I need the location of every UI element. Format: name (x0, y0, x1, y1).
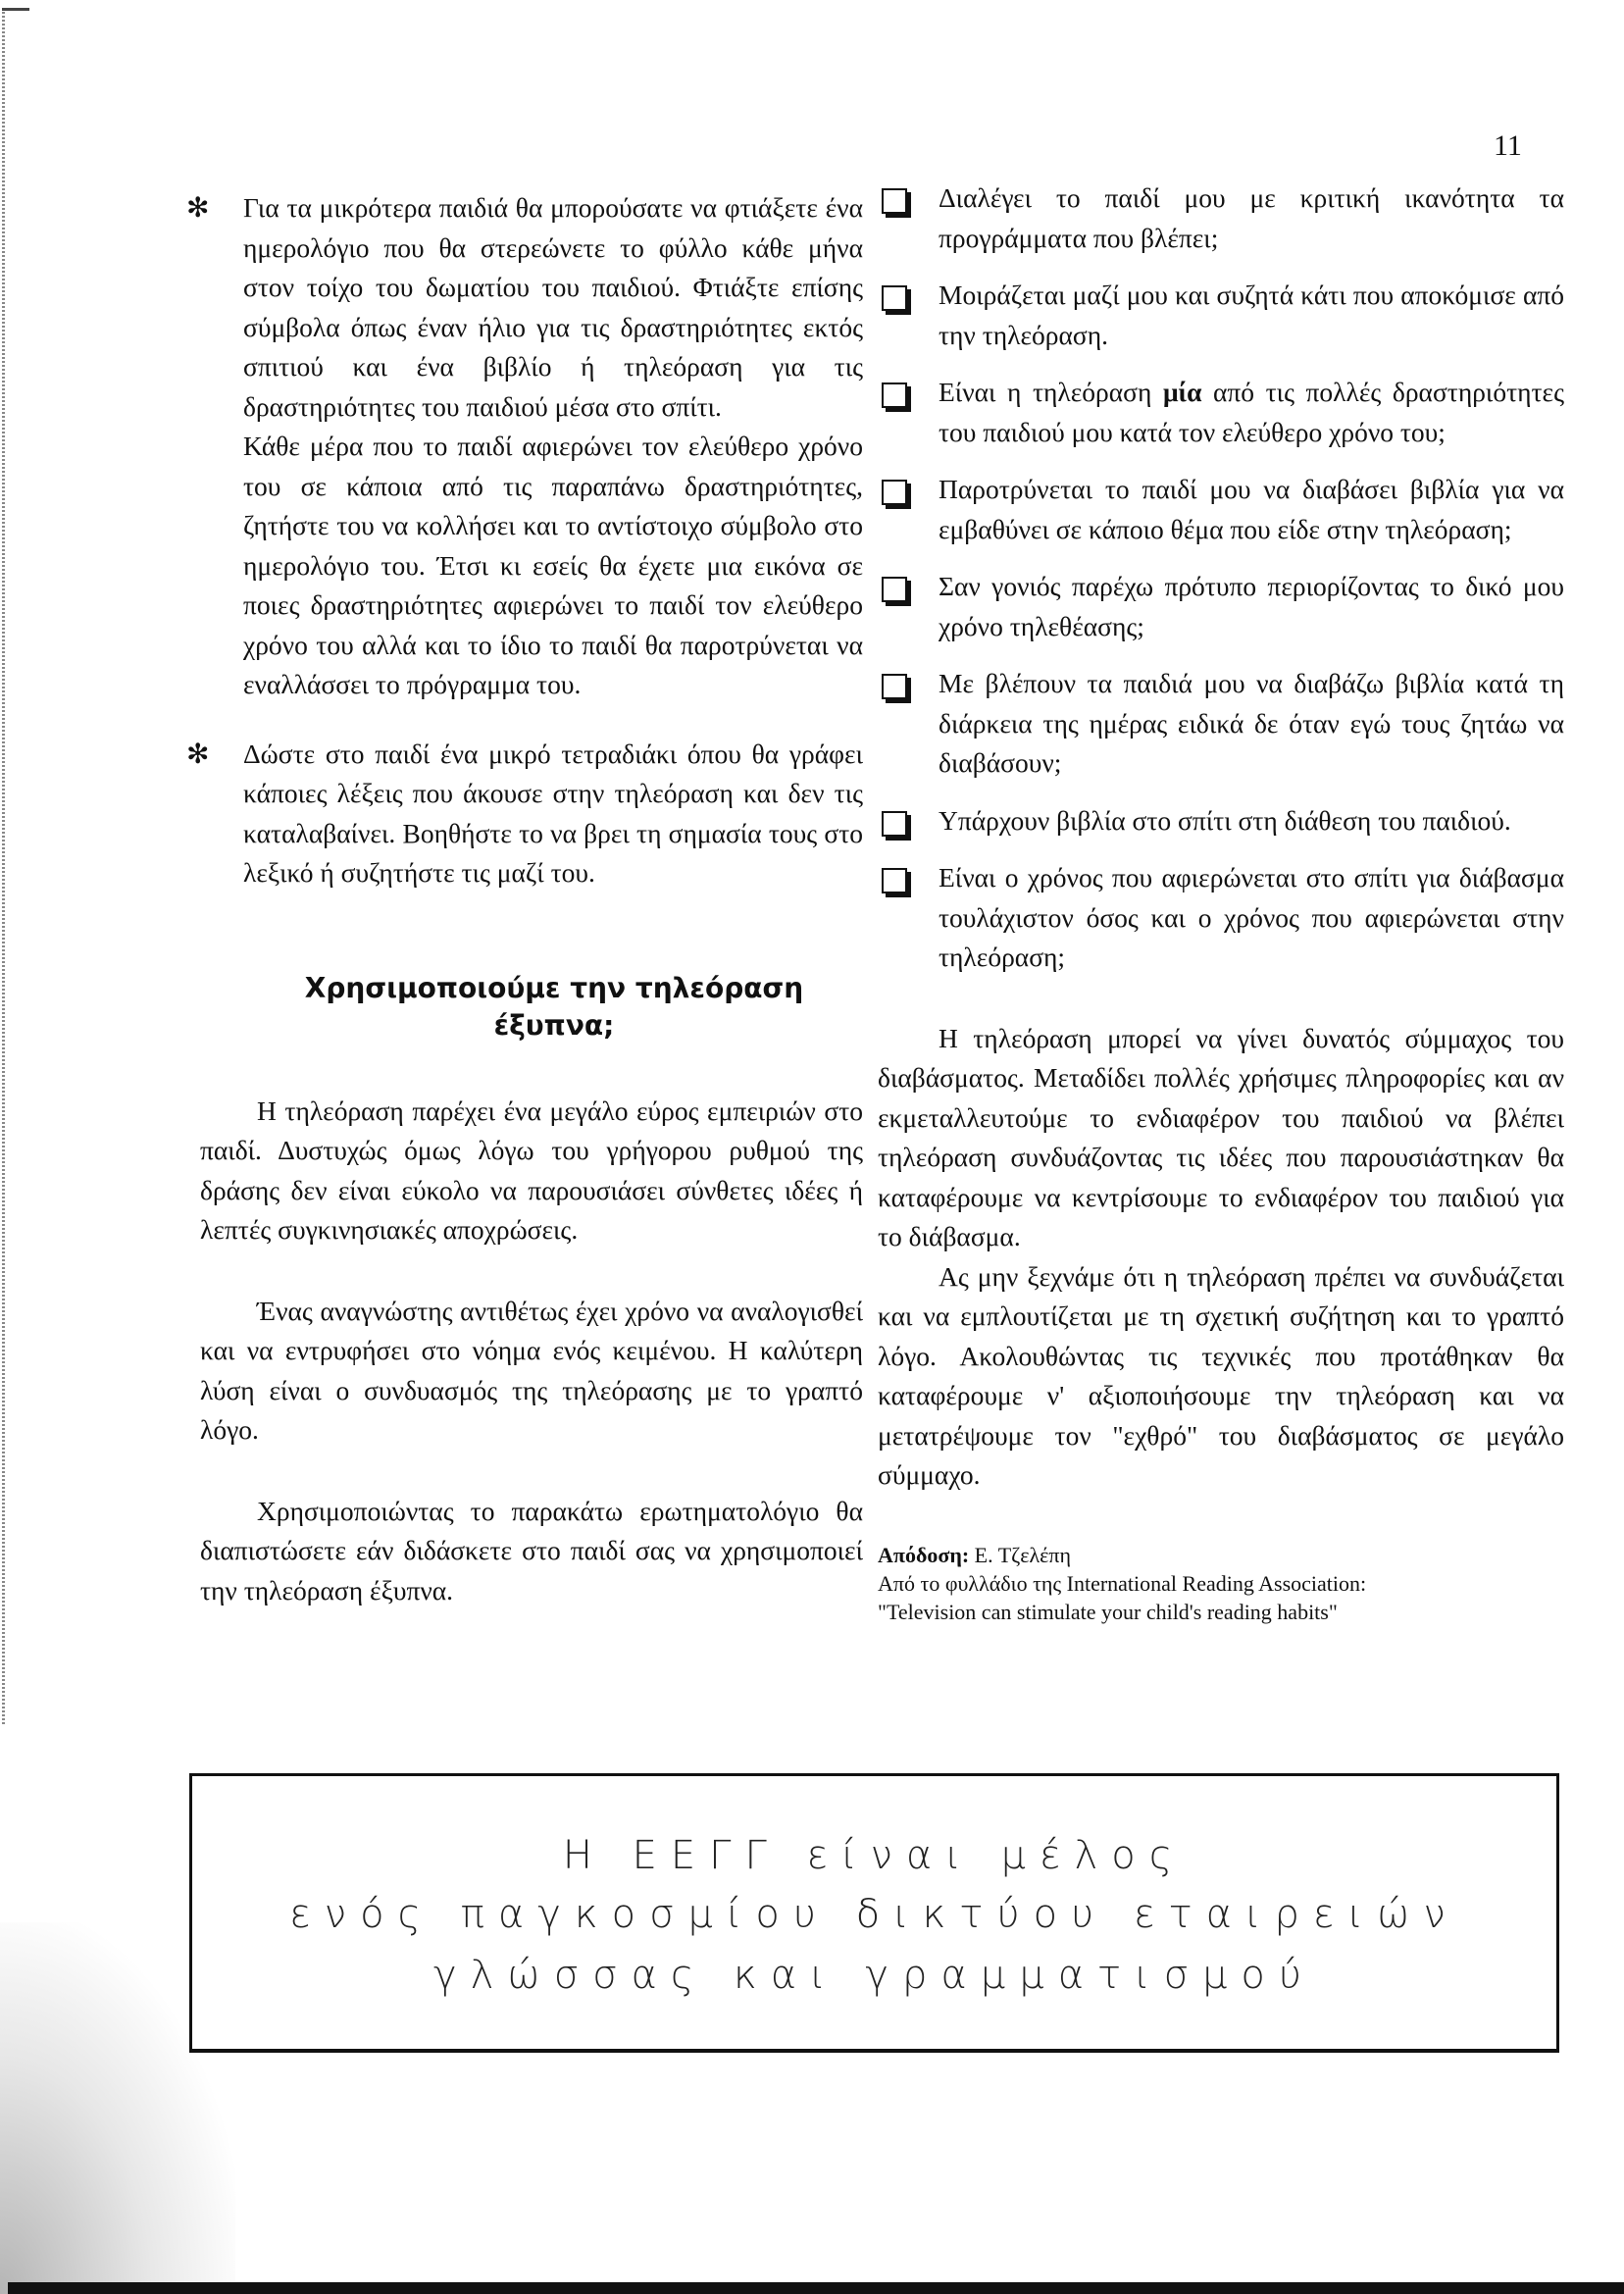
checkbox-icon[interactable] (882, 811, 907, 837)
page-number: 11 (1494, 129, 1522, 162)
checklist-item (878, 664, 1564, 784)
checklist-item (878, 801, 1564, 841)
checklist-text: Παροτρύνεται το παιδί μου να διαβάσει βιβλία για να εμβαθύνει σε κάποιο θέμα που είδε στην τηλεόραση; (939, 474, 1564, 544)
scan-edge (2, 8, 5, 1724)
checklist-item (878, 276, 1564, 355)
checkbox-icon[interactable] (882, 674, 907, 699)
scan-corner (2, 8, 29, 11)
checkbox-icon[interactable] (882, 382, 907, 408)
checklist-item (878, 373, 1564, 452)
body-paragraph: Η τηλεόραση μπορεί να γίνει δυνατός σύμμαχος του διαβάσματος. Μεταδίδει πολλές χρήσιμες πληροφορίες και αν εκμεταλλευτούμε το ενδιαφέρον του παιδιού να βλέπει τηλεόραση συνδυάζοντας τις ιδέες που παρουσιάστηκαν θα καταφέρουμε να κεντρίσουμε το ενδιαφέρον του παιδιού για το διάβασμα. (878, 1022, 1564, 1251)
credits-colon: : (961, 1542, 970, 1567)
checklist-text: Διαλέγει το παιδί μου με κριτική ικανότητα τα προγράμματα που βλέπει; (939, 182, 1564, 253)
scan-bottom-edge (8, 2282, 1624, 2294)
checkbox-icon[interactable] (882, 480, 907, 505)
tip-notebook (186, 735, 863, 893)
checklist-text: Υπάρχουν βιβλία στο σπίτι στη διάθεση του παιδιού. (939, 804, 1511, 836)
tip-calendar (186, 188, 863, 705)
body-paragraph: Χρησιμοποιώντας το παρακάτω ερωτηματολόγιο θα διαπιστώσετε εάν διδάσκετε στο παιδί σας να χρησιμοποιεί την τηλεόραση έξυπνα. (200, 1495, 863, 1606)
tip-paragraph: Κάθε μέρα που το παιδί αφιερώνει τον ελεύθερο χρόνο του σε κάποια από τις παραπάνω δραστηριότητες, ζητήστε του να κολλήσει και το αντίστοιχο σύμβολο στο ημερολόγιο του. Έτσι κι εσείς θα έχετε μια εικόνα σε ποιες δραστηριότητες αφιερώνει το παιδί τον ελεύθερο χρόνο του αλλά και το ίδιο το παιδί θα παροτρύνεται να εναλλάσσει το πρόγραμμα του. (243, 431, 863, 699)
section-title-line1: Χρησιμοποιούμε την τηλεόραση (304, 971, 804, 1004)
checkbox-icon[interactable] (882, 577, 907, 602)
credits (878, 1541, 1564, 1626)
section-title (186, 970, 863, 1045)
credits-label: Απόδοση (878, 1542, 962, 1567)
checklist-item (878, 858, 1564, 978)
credits-author: Ε. Τζελέπη (974, 1542, 1072, 1567)
checkbox-icon[interactable] (882, 868, 907, 893)
body-paragraph: Η τηλεόραση παρέχει ένα μεγάλο εύρος εμπειριών στο παιδί. Δυστυχώς όμως λόγω του γρήγορου ρυθμού της δράσης δεν είναι εύκολο να παρουσιάσει σύνθετες ιδέες ή λεπτές συγκινησιακές αποχρώσεις. (200, 1095, 863, 1245)
checklist-text: Μοιράζεται μαζί μου και συζητά κάτι που αποκόμισε από την τηλεόραση. (939, 280, 1564, 350)
checklist-item (878, 567, 1564, 646)
section-title-line2: έξυπνα; (493, 1008, 615, 1042)
body-paragraph: Ένας αναγνώστης αντιθέτως έχει χρόνο να αναλογισθεί και να εντρυφήσει στο νόημα ενός κειμένου. Η καλύτερη λύση είναι ο συνδυασμός της τηλεόρασης με το γραπτό λόγο. (200, 1295, 863, 1445)
banner-line-2: ενός παγκοσμίου δικτύου εταιρειών (289, 1892, 1459, 1937)
checklist-item (878, 470, 1564, 549)
checklist-item (878, 178, 1564, 258)
body-paragraph: Ας μην ξεχνάμε ότι η τηλεόραση πρέπει να συνδυάζεται και να εμπλουτίζεται με τη σχετική συζήτηση και το γραπτό λόγο. Ακολουθώντας τις τεχνικές που προτάθηκαν θα καταφέρουμε ν' αξιοποιήσουμε την τηλεόραση και να μετατρέψουμε τον "εχθρό" του διαβάσματος σε μεγάλο σύμμαχο. (878, 1260, 1564, 1490)
asterisk-bullet-icon: ✻ (186, 191, 210, 224)
credits-source-line1: Από το φυλλάδιο της International Reading Association: (878, 1570, 1367, 1596)
banner-line-3: γλώσσας και γραμματισμού (432, 1953, 1316, 1998)
checkbox-icon[interactable] (882, 188, 907, 214)
left-column (186, 188, 863, 1610)
checklist-text-emphasis: μία (1162, 377, 1202, 407)
checkbox-icon[interactable] (882, 285, 907, 311)
checklist-text-post: από τις πολλές δραστηριότητες του παιδιού μου κατά τον ελεύθερο χρόνο του; (939, 377, 1564, 447)
asterisk-bullet-icon: ✻ (186, 737, 210, 770)
banner-line-1: Η ΕΕΓΓ είναι μέλος (562, 1833, 1187, 1878)
tip-paragraph: Για τα μικρότερα παιδιά θα μπορούσατε να φτιάξετε ένα ημερολόγιο που θα στερεώνετε το φύλλο κάθε μήνα στον τοίχο του δωματίου του παιδιού. Φτιάξτε επίσης σύμβολα όπως έναν ήλιο για τις δραστηριότητες εκτός σπιτιού και ένα βιβλίο ή τηλεόραση για τις δραστηριότητες του παιδιού μέσα στο σπίτι. (243, 192, 863, 422)
membership-banner (189, 1773, 1559, 2053)
checklist-text-pre: Είναι η τηλεόραση (939, 377, 1163, 407)
checklist-text: Σαν γονιός παρέχω πρότυπο περιορίζοντας το δικό μου χρόνο τηλεθέασης; (939, 571, 1564, 641)
credits-source-line2: "Television can stimulate your child's reading habits" (878, 1599, 1338, 1624)
tip-paragraph: Δώστε στο παιδί ένα μικρό τετραδιάκι όπου θα γράφει κάποιες λέξεις που άκουσε στην τηλεόραση και δεν τις καταλαβαίνει. Βοηθήστε το να βρει τη σημασία τους στο λεξικό ή συζητήστε τις μαζί του. (243, 738, 863, 888)
right-column (878, 178, 1564, 1626)
checklist-text: Με βλέπουν τα παιδιά μου να διαβάζω βιβλία κατά τη διάρκεια της ημέρας ειδικά δε όταν εγώ τους ζητάω να διαβάσουν; (939, 668, 1564, 778)
checklist-text: Είναι ο χρόνος που αφιερώνεται στο σπίτι για διάβασμα τουλάχιστον όσος και ο χρόνος που αφιερώνεται στην τηλεόραση; (939, 862, 1564, 972)
